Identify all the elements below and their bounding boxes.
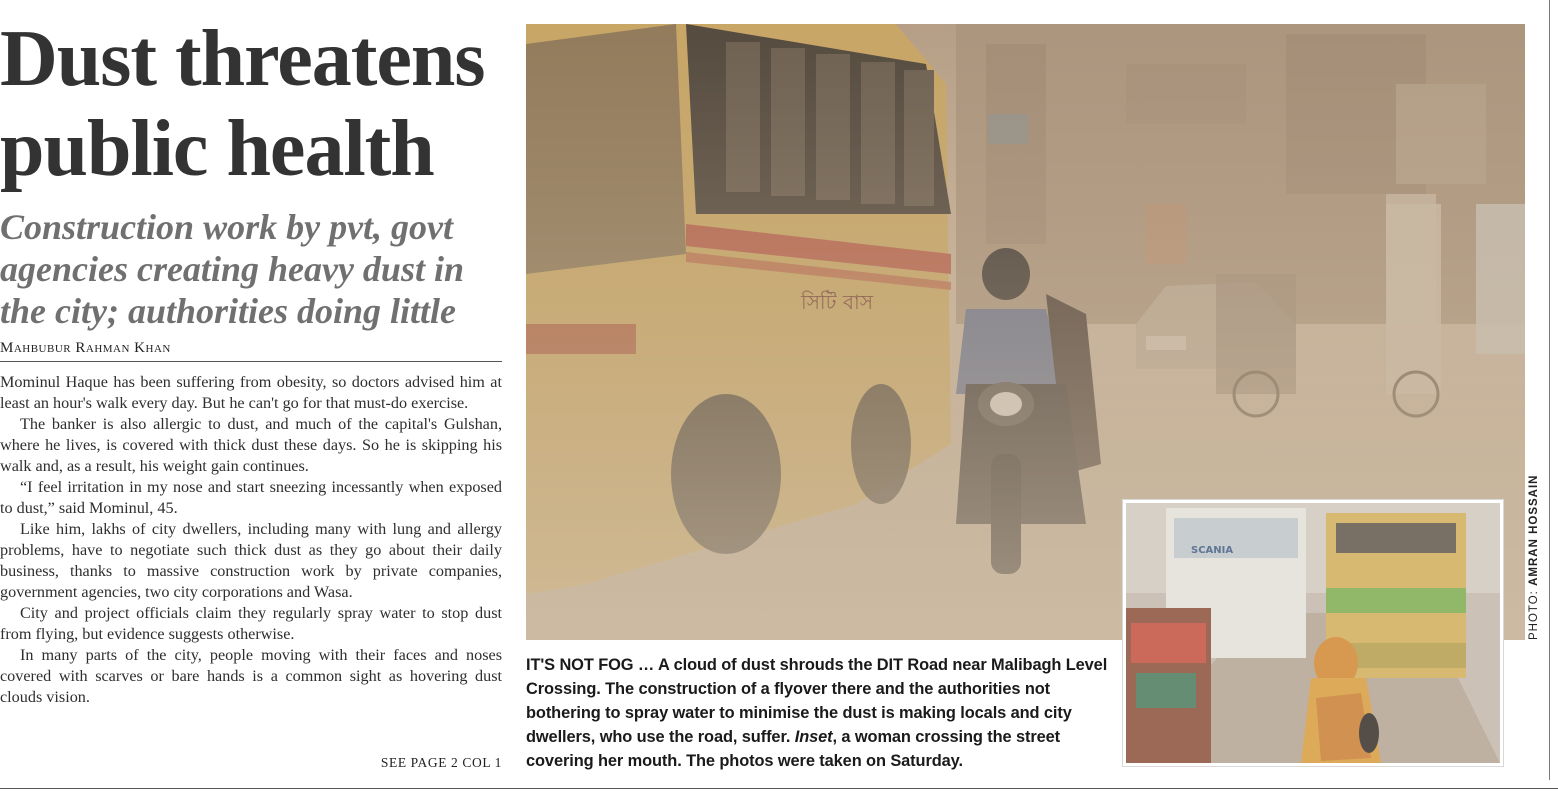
bottom-rule xyxy=(0,788,1558,789)
photo-credit xyxy=(1528,475,1540,640)
subheadline-line-2: agencies creating heavy dust in xyxy=(0,249,464,289)
subheadline-line-3: the city; authorities doing little xyxy=(0,291,457,331)
inset-bus-brand: SCANIA xyxy=(1191,545,1234,556)
inset-photo-illustration xyxy=(1126,503,1500,763)
photo-credit-name: AMRAN HOSSAIN xyxy=(1528,474,1540,586)
caption-lead: IT'S NOT FOG … xyxy=(526,656,655,674)
subheadline-line-1: Construction work by pvt, govt xyxy=(0,207,454,247)
paragraph: City and project officials claim they regularly spray water to stop dust from flying, but evidence suggests otherwise. xyxy=(0,604,502,643)
caption-text-2: , a woman crossing the street covering her mouth. The photos were taken on Saturday. xyxy=(526,728,1061,770)
paragraph: Mominul Haque has been suffering from obesity, so doctors advised him at least an hour's walk every day. But he can't go for that must-do exercise. xyxy=(0,373,502,412)
column-rule xyxy=(1549,0,1550,780)
photo-caption xyxy=(526,653,1116,773)
continuation-link[interactable]: SEE PAGE 2 COL 1 xyxy=(380,755,502,770)
paragraph: The banker is also allergic to dust, and much of the capital's Gulshan, where he lives, is covered with thick dust these days. So he is skipping his walk and, as a result, his weight gain continues. xyxy=(0,415,502,475)
subheadline xyxy=(0,206,510,332)
byline: Mahbubur Rahman Khan xyxy=(0,340,502,362)
headline-line-1: Dust threatens xyxy=(0,15,485,103)
paragraph: Like him, lakhs of city dwellers, including many with lung and allergy problems, have to negotiate such thick dust as they go about their daily business, thanks to massive construction work by private companies, government agencies, two city corporations and Wasa. xyxy=(0,520,502,601)
caption-text-1: A cloud of dust shrouds the DIT Road near Malibagh Level Crossing. The construction of a flyover there and the authorities not bothering to spray water to minimise the dust is making locals and city dwellers, who use the road, suffer. xyxy=(526,656,1108,746)
paragraph: In many parts of the city, people moving with their faces and noses covered with scarves or bare hands is a common sight as hovering dust clouds vision. xyxy=(0,646,502,706)
inset-photo xyxy=(1123,500,1503,766)
headline xyxy=(0,14,520,194)
paragraph: “I feel irritation in my nose and start sneezing incessantly when exposed to dust,” said Mominul, 45. xyxy=(0,478,502,517)
caption-inset-word: Inset xyxy=(794,728,833,746)
article-body xyxy=(0,372,502,708)
photo-credit-prefix: PHOTO: xyxy=(1528,590,1540,640)
headline-line-2: public health xyxy=(0,105,434,193)
